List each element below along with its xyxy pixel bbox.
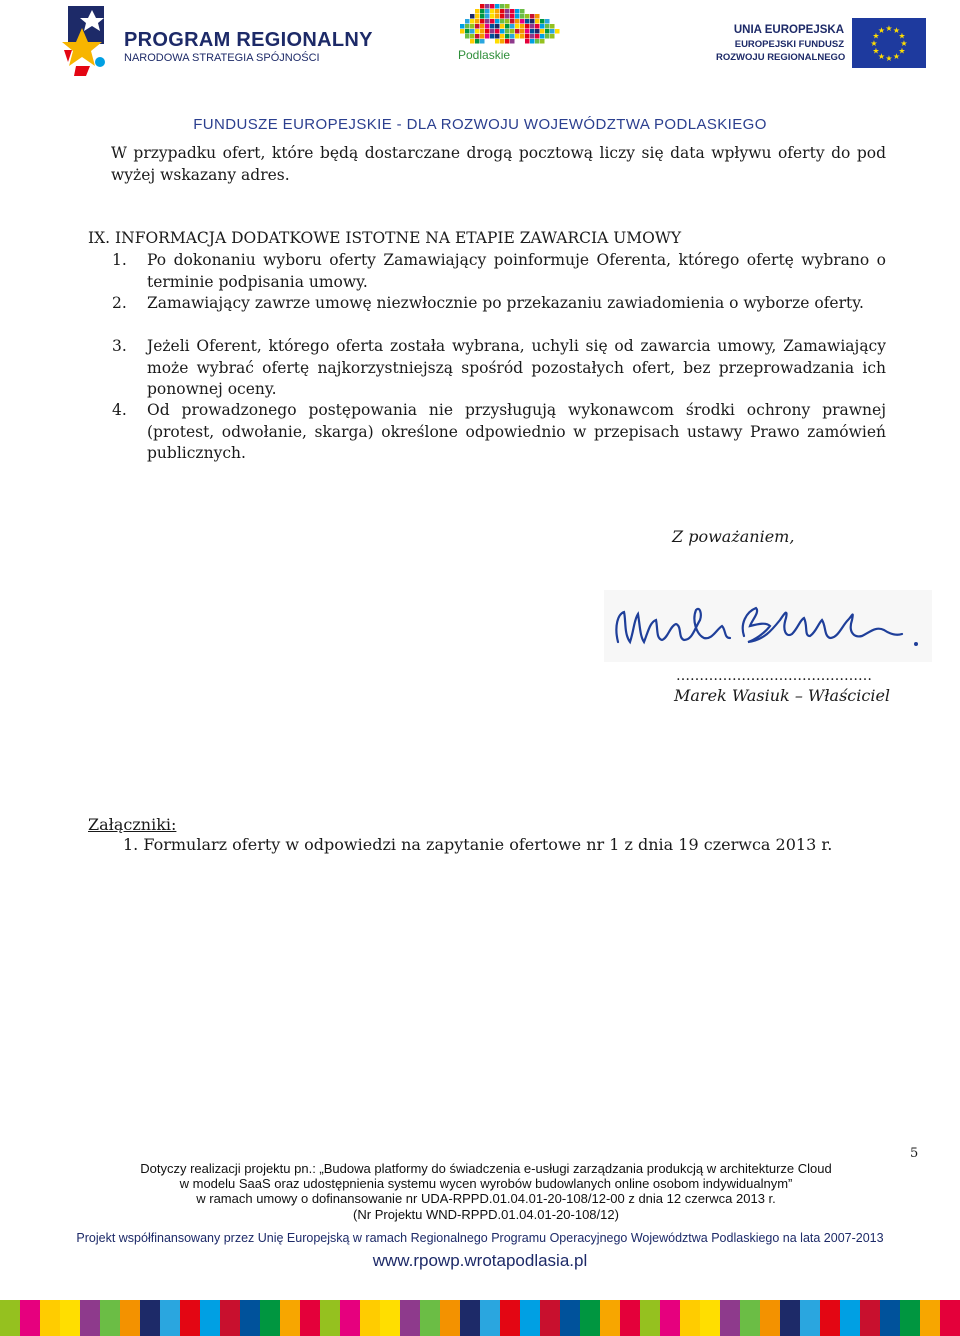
mosaic-tile: [480, 14, 485, 19]
mosaic-tile: [475, 34, 480, 39]
eu-star-icon: ★: [898, 31, 906, 41]
mosaic-tile: [480, 29, 485, 34]
mosaic-tile: [540, 39, 545, 44]
mosaic-tile: [485, 14, 490, 19]
strip-tile: [600, 1300, 621, 1336]
mosaic-tile: [530, 19, 535, 24]
strip-tile: [340, 1300, 361, 1336]
footer-website-link[interactable]: www.rpowp.wrotapodlasia.pl: [372, 1251, 588, 1270]
mosaic-tile: [510, 24, 515, 29]
mosaic-tile: [545, 29, 550, 34]
mosaic-tile: [525, 34, 530, 39]
section-heading: IX. INFORMACJA DODATKOWE ISTOTNE NA ETAPIE ZAWARCIA UMOWY: [88, 229, 682, 247]
mosaic-tile: [550, 34, 555, 39]
strip-tile: [400, 1300, 421, 1336]
strip-tile: [700, 1300, 721, 1336]
mosaic-tile: [530, 39, 535, 44]
mosaic-tile: [465, 34, 470, 39]
mosaic-tile: [525, 14, 530, 19]
mosaic-tile: [470, 19, 475, 24]
mosaic-tile: [505, 9, 510, 14]
podlaskie-label: Podlaskie: [458, 48, 511, 62]
signer-name: Marek Wasiuk – Właściciel: [674, 686, 891, 705]
strip-tile: [260, 1300, 281, 1336]
mosaic-tile: [540, 34, 545, 39]
program-regionalny-logo: [62, 4, 373, 78]
mosaic-tile: [475, 9, 480, 14]
attachment-text: Formularz oferty w odpowiedzi na zapytanie ofertowe nr 1 z dnia 19 czerwca 2013 r.: [143, 835, 833, 854]
mosaic-tile: [490, 29, 495, 34]
mosaic-tile: [495, 34, 500, 39]
mosaic-tile: [535, 39, 540, 44]
mosaic-tile: [490, 14, 495, 19]
mosaic-tile: [525, 19, 530, 24]
mosaic-tile: [465, 24, 470, 29]
footer-color-strip: [0, 1300, 960, 1336]
eu-star-icon: ★: [885, 54, 893, 63]
mosaic-tile: [520, 24, 525, 29]
page-number: 5: [910, 1146, 919, 1161]
mosaic-tile: [515, 9, 520, 14]
strip-tile: [760, 1300, 781, 1336]
strip-tile: [840, 1300, 861, 1336]
attachments-title: Załączniki:: [88, 815, 177, 834]
strip-tile: [140, 1300, 161, 1336]
mosaic-tile: [510, 39, 515, 44]
strip-tile: [640, 1300, 661, 1336]
list-item-number: 2.: [112, 294, 127, 312]
eu-line-3: ROZWOJU REGIONALNEGO: [716, 52, 846, 63]
strip-tile: [240, 1300, 261, 1336]
mosaic-tile: [505, 24, 510, 29]
list-item: [112, 336, 886, 401]
strip-tile: [460, 1300, 481, 1336]
eu-star-icon: ★: [892, 26, 901, 36]
strip-tile: [20, 1300, 41, 1336]
cofinance-note: Projekt współfinansowany przez Unię Europejską w ramach Regionalnego Programu Operacyjnego Województwa Podlaskiego na lata 2007-2013: [76, 1231, 884, 1245]
mosaic-tile: [475, 14, 480, 19]
nss-star-logo: [62, 4, 122, 78]
mosaic-tile: [490, 4, 495, 9]
mosaic-tile: [520, 34, 525, 39]
strip-tile: [300, 1300, 321, 1336]
mosaic-tile: [475, 29, 480, 34]
mosaic-tile: [460, 24, 465, 29]
mosaic-tile: [505, 39, 510, 44]
program-title: PROGRAM REGIONALNY: [124, 29, 373, 51]
mosaic-tile: [490, 19, 495, 24]
mosaic-tile: [520, 9, 525, 14]
eu-star-icon: ★: [872, 46, 880, 56]
mosaic-tile: [545, 19, 550, 24]
mosaic-tile: [470, 39, 475, 44]
mosaic-tile: [510, 34, 515, 39]
footer-project-line: w modelu SaaS oraz udostępnienia systemu wycen wyrobów budowlanych online osobom indywidualnym”: [179, 1176, 793, 1191]
mosaic-tile: [510, 19, 515, 24]
strip-tile: [680, 1300, 701, 1336]
closing-regards: Z poważaniem,: [672, 527, 795, 546]
header-tagline: FUNDUSZE EUROPEJSKIE - DLA ROZWOJU WOJEWÓDZTWA PODLASKIEGO: [193, 116, 767, 133]
mosaic-tile: [470, 34, 475, 39]
mosaic-tile: [525, 39, 530, 44]
mosaic-tile: [470, 24, 475, 29]
strip-tile: [120, 1300, 141, 1336]
mosaic-tile: [460, 29, 465, 34]
footer-project-line: w ramach umowy o dofinansowanie nr UDA-RPPD.01.04.01-20-108/12-00 z dnia 12 czerwca 2013 r.: [196, 1191, 776, 1206]
mosaic-tile: [480, 39, 485, 44]
eu-star-icon: ★: [900, 39, 908, 48]
mosaic-tile: [530, 14, 535, 19]
mosaic-tile: [515, 14, 520, 19]
mosaic-tile: [480, 19, 485, 24]
eu-logo: [716, 18, 931, 70]
mosaic-tile: [490, 9, 495, 14]
eu-line-1: UNIA EUROPEJSKA: [733, 24, 844, 36]
mosaic-tile: [540, 29, 545, 34]
strip-tile: [580, 1300, 601, 1336]
footer-project-line: Dotyczy realizacji projektu pn.: „Budowa platformy do świadczenia e-usługi zarządzania produkcją w architekturze Cloud: [140, 1161, 832, 1176]
mosaic-tile: [465, 19, 470, 24]
list-item-number: 3.: [112, 337, 127, 355]
mosaic-tile: [485, 34, 490, 39]
mosaic-tile: [470, 14, 475, 19]
mosaic-tile: [500, 39, 505, 44]
strip-tile: [320, 1300, 341, 1336]
mosaic-tile: [485, 29, 490, 34]
eu-star-icon: ★: [892, 51, 901, 61]
strip-tile: [0, 1300, 21, 1336]
eu-star-icon: ★: [877, 51, 886, 61]
strip-tile: [740, 1300, 761, 1336]
strip-tile: [180, 1300, 201, 1336]
mosaic-tile: [535, 14, 540, 19]
list-item-text: Od prowadzonego postępowania nie przysługują wykonawcom środki ochrony prawnej (protest, odwołanie, skarga) określone odpowiednio w przepisach ustawy Prawo zamówień publicznych.: [147, 401, 886, 462]
mosaic-tile: [510, 9, 515, 14]
mosaic-tile: [530, 34, 535, 39]
mosaic-tile: [515, 24, 520, 29]
strip-tile: [900, 1300, 921, 1336]
footer-project-line: (Nr Projektu WND-RPPD.01.04.01-20-108/12): [353, 1207, 619, 1222]
strip-tile: [940, 1300, 960, 1336]
mosaic-tile: [505, 14, 510, 19]
strip-tile: [380, 1300, 401, 1336]
mosaic-tile: [530, 24, 535, 29]
strip-tile: [780, 1300, 801, 1336]
mosaic-tile: [555, 29, 560, 34]
mosaic-tile: [550, 24, 555, 29]
intro-paragraph: W przypadku ofert, które będą dostarczane drogą pocztową liczy się data wpływu oferty do pod wyżej wskazany adres.: [111, 144, 886, 184]
strip-tile: [880, 1300, 901, 1336]
strip-tile: [920, 1300, 941, 1336]
strip-tile: [620, 1300, 641, 1336]
mosaic-tile: [500, 9, 505, 14]
mosaic-tile: [510, 29, 515, 34]
list-item: [112, 293, 886, 315]
mosaic-tile: [535, 19, 540, 24]
mosaic-tile: [465, 29, 470, 34]
mosaic-tile: [505, 4, 510, 9]
attachment-item: [123, 835, 832, 854]
mosaic-tile: [540, 19, 545, 24]
strip-tile: [500, 1300, 521, 1336]
mosaic-tile: [535, 24, 540, 29]
mosaic-tile: [545, 24, 550, 29]
mosaic-tile: [505, 34, 510, 39]
mosaic-tile: [505, 19, 510, 24]
strip-tile: [80, 1300, 101, 1336]
strip-tile: [200, 1300, 221, 1336]
list-item-text: Jeżeli Oferent, którego oferta została wybrana, uchyli się od zawarcia umowy, Zamawiający może wybrać ofertę najkorzystniejszą spośród pozostałych ofert, bez przeprowadzania ich ponownej oceny.: [147, 337, 886, 398]
mosaic-tile: [520, 29, 525, 34]
mosaic-tile: [540, 24, 545, 29]
list-item: [112, 250, 886, 293]
program-subtitle: NARODOWA STRATEGIA SPÓJNOŚCI: [124, 52, 320, 64]
mosaic-tile: [490, 34, 495, 39]
strip-tile: [100, 1300, 121, 1336]
strip-tile: [60, 1300, 81, 1336]
strip-tile: [280, 1300, 301, 1336]
mosaic-tile: [500, 29, 505, 34]
strip-tile: [40, 1300, 61, 1336]
mosaic-tile: [545, 34, 550, 39]
mosaic-tile: [475, 19, 480, 24]
mosaic-tile: [485, 19, 490, 24]
eu-star-icon: ★: [898, 46, 906, 56]
strip-tile: [440, 1300, 461, 1336]
handwritten-signature: [604, 590, 932, 662]
strip-tile: [720, 1300, 741, 1336]
eu-star-icon: ★: [885, 24, 893, 33]
eu-line-2: EUROPEJSKI FUNDUSZ: [734, 39, 844, 50]
podlaskie-bison-mosaic: [452, 0, 572, 50]
eu-star-icon: ★: [870, 39, 878, 48]
mosaic-tile: [475, 24, 480, 29]
mosaic-tile: [480, 9, 485, 14]
mosaic-tile: [515, 19, 520, 24]
mosaic-tile: [480, 4, 485, 9]
strip-tile: [540, 1300, 561, 1336]
mosaic-tile: [475, 39, 480, 44]
strip-tile: [480, 1300, 501, 1336]
mosaic-tile: [500, 14, 505, 19]
list-item-text: Zamawiający zawrze umowę niezwłocznie po przekazaniu zawiadomienia o wyborze oferty.: [147, 294, 864, 312]
list-item-number: 4.: [112, 401, 127, 419]
mosaic-tile: [505, 29, 510, 34]
podlaskie-logo: [452, 0, 572, 68]
mosaic-tile: [495, 29, 500, 34]
mosaic-tile: [485, 4, 490, 9]
mosaic-tile: [470, 29, 475, 34]
mosaic-tile: [495, 14, 500, 19]
strip-tile: [860, 1300, 881, 1336]
mosaic-tile: [500, 24, 505, 29]
mosaic-tile: [520, 14, 525, 19]
list-item-number: 1.: [112, 251, 127, 269]
mosaic-tile: [500, 19, 505, 24]
strip-tile: [160, 1300, 181, 1336]
mosaic-tile: [525, 24, 530, 29]
mosaic-tile: [490, 24, 495, 29]
mosaic-tile: [485, 24, 490, 29]
strip-tile: [820, 1300, 841, 1336]
mosaic-tile: [520, 19, 525, 24]
list-item: [112, 400, 886, 465]
strip-tile: [220, 1300, 241, 1336]
mosaic-tile: [495, 24, 500, 29]
mosaic-tile: [495, 19, 500, 24]
mosaic-tile: [515, 34, 520, 39]
strip-tile: [560, 1300, 581, 1336]
mosaic-tile: [495, 4, 500, 9]
mosaic-tile: [535, 34, 540, 39]
mosaic-tile: [480, 34, 485, 39]
list-item-text: Po dokonaniu wyboru oferty Zamawiający poinformuje Oferenta, którego ofertę wybrano o terminie podpisania umowy.: [147, 251, 886, 291]
mosaic-tile: [500, 4, 505, 9]
eu-star-icon: ★: [877, 26, 886, 36]
eu-star-icon: ★: [872, 31, 880, 41]
mosaic-tile: [535, 29, 540, 34]
mosaic-tile: [525, 29, 530, 34]
eu-flag-icon: [852, 18, 926, 68]
strip-tile: [520, 1300, 541, 1336]
attachment-number: 1.: [123, 835, 139, 854]
strip-tile: [360, 1300, 381, 1336]
strip-tile: [420, 1300, 441, 1336]
mosaic-tile: [515, 29, 520, 34]
mosaic-tile: [500, 34, 505, 39]
mosaic-tile: [495, 9, 500, 14]
signature-dots: ……………………………………: [676, 668, 872, 684]
mosaic-tile: [550, 29, 555, 34]
mosaic-tile: [485, 9, 490, 14]
strip-tile: [800, 1300, 821, 1336]
mosaic-tile: [480, 24, 485, 29]
mosaic-tile: [495, 39, 500, 44]
strip-tile: [660, 1300, 681, 1336]
mosaic-tile: [530, 29, 535, 34]
mosaic-tile: [510, 14, 515, 19]
